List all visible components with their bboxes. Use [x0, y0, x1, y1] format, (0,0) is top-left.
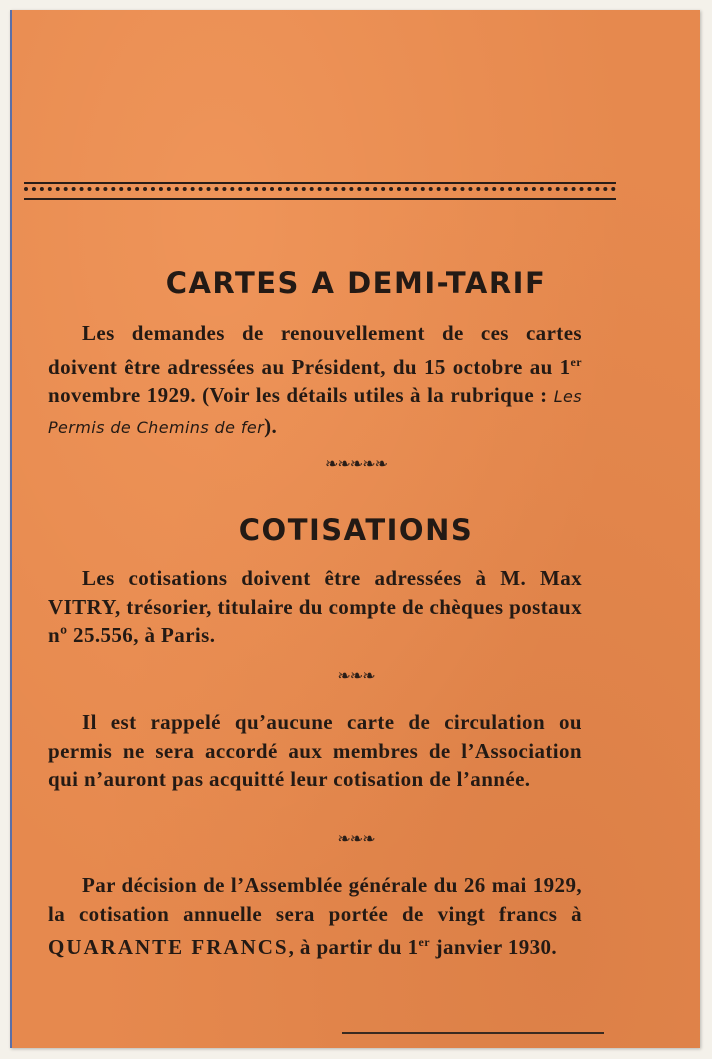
rule-line — [24, 182, 616, 184]
cartes-sup: er — [570, 354, 582, 369]
decision-text-c: janvier 1930. — [429, 935, 558, 959]
rule-line — [24, 198, 616, 200]
cartes-title: CARTES A DEMI-TARIF — [165, 266, 547, 300]
rule-dotted-line — [24, 187, 616, 195]
cartes-text-c: ). — [264, 413, 278, 438]
cartes-italic-reference: Les Permis de Chemins de fer — [48, 387, 582, 437]
decision-text-b: , à partir du 1 — [288, 935, 419, 959]
document-sheet — [10, 10, 700, 1048]
decision-paragraph — [48, 871, 582, 962]
ornament-divider-large: ❧❧❧❧❧ — [324, 456, 388, 473]
cartes-text-a: Les demandes de renouvellement de ces cartes doivent être adressées au Président, du 15 octobre au 1 — [48, 321, 582, 379]
cotisations-paragraph — [48, 564, 582, 650]
cotisations-text: Les cotisations doivent être adressées à M. Max VITRY, trésorier, titulaire du compte de chèques postaux nº 25.556, à Paris. — [48, 566, 582, 647]
bottom-rule — [342, 1032, 604, 1034]
decision-caps-amount: QUARANTE FRANCS — [48, 935, 289, 959]
decision-text-a: Par décision de l’Assemblée générale du 26 mai 1929, la cotisation annuelle sera portée de vingt francs à — [48, 873, 582, 926]
cartes-text-b: novembre 1929. (Voir les détails utiles à la rubrique : — [48, 383, 554, 407]
ornament-divider-small: ❧❧❧ — [337, 668, 375, 685]
rappel-text: Il est rappelé qu’aucune carte de circulation ou permis ne sera accordé aux membres de l’Association qui n’auront pas acquitté leur cotisation de l’année. — [48, 710, 582, 791]
rappel-paragraph — [48, 708, 582, 794]
cartes-paragraph — [48, 319, 582, 442]
ornament-divider-small-2: ❧❧❧ — [337, 831, 375, 848]
cotisations-title: COTISATIONS — [238, 513, 474, 547]
top-double-rule — [24, 182, 616, 200]
decision-sup: er — [418, 935, 430, 949]
